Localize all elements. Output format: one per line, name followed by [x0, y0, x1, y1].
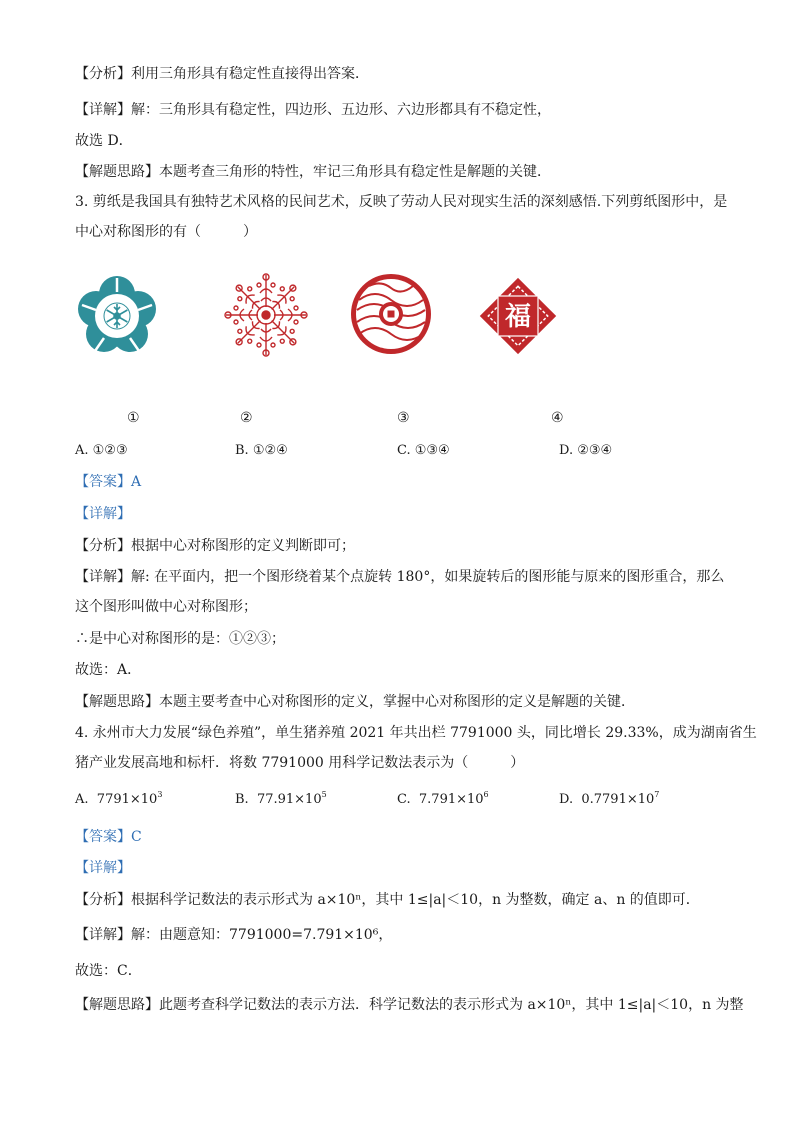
figure-2-snowflake — [221, 270, 311, 360]
q3-conclusion: ∴是中心对称图形的是：①②③； — [75, 631, 285, 647]
q2-thought: 【解题思路】本题考查三角形的特性，牢记三角形具有稳定性是解题的关键． — [75, 164, 551, 180]
q3-detail-tag: 【详解】 — [75, 506, 131, 522]
q3-choice: 故选：A． — [75, 662, 142, 678]
q4-option-b-exp: 5 — [321, 790, 327, 799]
q2-analysis: 【分析】利用三角形具有稳定性直接得出答案． — [75, 66, 369, 82]
q3-option-a: A. ①②③ — [75, 443, 128, 458]
q3-stem-line2: 中心对称图形的有（ ） — [75, 224, 257, 240]
q4-option-a-exp: 3 — [157, 790, 163, 799]
q3-option-c: C. ①③④ — [397, 443, 450, 458]
figure-label-1: ① — [127, 410, 140, 426]
q4-option-d-mantissa: 0.7791×10 — [581, 792, 655, 807]
q3-option-d: D. ②③④ — [559, 443, 613, 458]
q4-option-b-letter: B. — [235, 792, 249, 807]
q4-option-c — [397, 790, 489, 810]
q4-option-c-exp: 6 — [483, 790, 489, 799]
q4-option-d-exp: 7 — [654, 790, 660, 799]
q3-analysis: 【分析】根据中心对称图形的定义判断即可； — [75, 538, 355, 554]
q4-option-c-letter: C. — [397, 792, 411, 807]
q4-stem-line2: 猪产业发展高地和标杆．将数 7791000 用科学记数法表示为（ ） — [75, 755, 525, 771]
q4-option-c-mantissa: 7.791×10 — [418, 792, 484, 807]
q4-thought: 【解题思路】此题考查科学记数法的表示方法．科学记数法的表示形式为 a×10ⁿ，其中 1≤|a|＜10，n 为整 — [75, 997, 744, 1013]
figure-3-wave-medallion — [349, 272, 433, 356]
q4-option-d-letter: D. — [559, 792, 574, 807]
q4-option-a — [75, 790, 162, 810]
q3-detail-line2: 这个图形叫做中心对称图形； — [75, 599, 257, 615]
q3-answer: 【答案】A — [75, 474, 142, 490]
q2-detail: 【详解】解：三角形具有稳定性，四边形、五边形、六边形都具有不稳定性， — [75, 102, 551, 118]
q4-analysis: 【分析】根据科学记数法的表示形式为 a×10ⁿ，其中 1≤|a|＜10，n 为整数，确定 a、n 的值即可． — [75, 892, 700, 908]
q4-option-b-mantissa: 77.91×10 — [256, 792, 322, 807]
q3-stem-line1: 3. 剪纸是我国具有独特艺术风格的民间艺术，反映了劳动人民对现实生活的深刻感悟.下列剪纸图形中，是 — [75, 194, 728, 210]
figure-4-fu-diamond — [478, 276, 558, 356]
q4-option-b — [235, 790, 327, 810]
q3-option-b: B. ①②④ — [235, 443, 288, 458]
q4-option-d — [559, 790, 659, 810]
figure-label-4: ④ — [551, 410, 564, 426]
q4-option-a-letter: A. — [75, 792, 89, 807]
figure-label-3: ③ — [397, 410, 410, 426]
figure-1-plum-blossom — [72, 272, 162, 358]
q4-option-a-mantissa: 7791×10 — [96, 792, 158, 807]
fu-character: 福 — [504, 302, 532, 332]
q4-detail-tag: 【详解】 — [75, 860, 131, 876]
q3-thought: 【解题思路】本题主要考查中心对称图形的定义，掌握中心对称图形的定义是解题的关键． — [75, 694, 635, 710]
q3-detail-line1: 【详解】解: 在平面内，把一个图形绕着某个点旋转 180°，如果旋转后的图形能与原来的图形重合，那么 — [75, 569, 725, 585]
q4-answer: 【答案】C — [75, 829, 142, 845]
q4-stem-line1: 4. 永州市大力发展“绿色养殖”，单生猪养殖 2021 年共出栏 7791000 头，同比增长 29.33%，成为湖南省生 — [75, 725, 757, 741]
q4-choice: 故选：C． — [75, 963, 142, 979]
q2-choice: 故选 D． — [75, 133, 133, 149]
figure-label-2: ② — [240, 410, 253, 426]
q4-detail: 【详解】解：由题意知：7791000=7.791×10⁶， — [75, 927, 393, 943]
